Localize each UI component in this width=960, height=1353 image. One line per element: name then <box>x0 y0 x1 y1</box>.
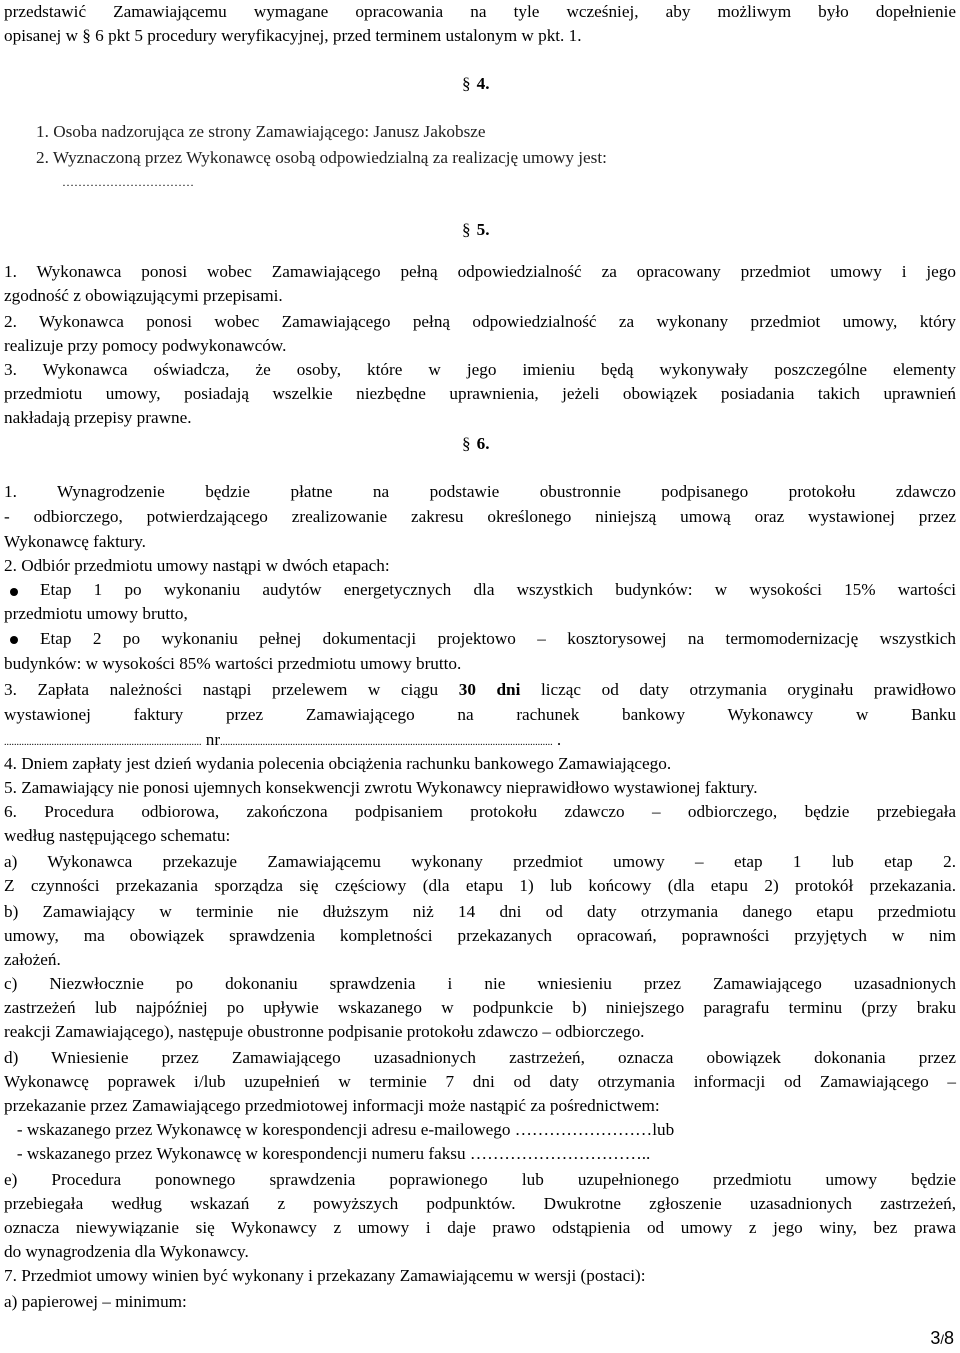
s6-p1-line-2: - odbiorczego, potwierdzającego zrealizowanie zakresu określonego niniejszą umową oraz wystawionej przez <box>4 507 956 526</box>
s6-p1-line-1: 1. Wynagrodzenie będzie płatne na podstawie obustronnie podpisanego protokołu zdawczo <box>4 482 956 501</box>
s6-p3-line-3: ............................................................................... nr..................................................................................................................................... . <box>4 730 562 749</box>
s6-e-line-4: do wynagrodzenia dla Wykonawcy. <box>4 1242 249 1261</box>
s6-p2: 2. Odbiór przedmiotu umowy nastąpi w dwóch etapach: <box>4 556 390 575</box>
s6-b-line-3: założeń. <box>4 950 61 969</box>
section-5-heading: § 5. <box>462 220 490 239</box>
s6-c-line-3: reakcji Zamawiającego), następuje obustronne podpisanie protokołu zdawczo – odbiorczego. <box>4 1022 645 1041</box>
bullet-dot <box>10 636 18 644</box>
s6-p3-line-1: 3. Zapłata należności nastąpi przelewem w ciągu 30 dni licząc od daty otrzymania oryginału prawidłowo <box>4 680 956 699</box>
s5-p1-line-1: 1. Wykonawca ponosi wobec Zamawiającego pełną odpowiedzialność za opracowany przedmiot umowy i jego <box>4 262 956 281</box>
s4-point-2: 2. Wyznaczoną przez Wykonawcę osobą odpowiedzialną za realizację umowy jest: <box>36 148 607 167</box>
s6-p1-line-3: Wykonawcę faktury. <box>4 532 146 551</box>
s5-p1-line-2: zgodność z obowiązującymi przepisami. <box>4 286 283 305</box>
payment-days: 30 dni <box>458 680 521 699</box>
bullet-dot <box>10 588 18 596</box>
section-4-heading: § 4. <box>462 74 490 93</box>
s6-d-line-2: Wykonawcę poprawek i/lub uzupełnień w terminie 7 dni od daty otrzymania informacji od Zamawiającego – <box>4 1072 956 1091</box>
s6-e-line-3: oznacza niewywiązanie się Wykonawcy z umowy i daje prawo odstąpienia od umowy z jego winy, bez prawa <box>4 1218 956 1237</box>
section-symbol: § <box>462 74 471 93</box>
s4-point-1: 1. Osoba nadzorująca ze strony Zamawiającego: Janusz Jakobsze <box>36 122 486 141</box>
s6-bullet-2-line-2: budynków: w wysokości 85% wartości przedmiotu umowy brutto. <box>4 654 462 673</box>
s6-d-line-1: d) Wniesienie przez Zamawiającego uzasadnionych zastrzeżeń, oznacza obowiązek dokonania przez <box>4 1048 956 1067</box>
section-6-heading: § 6. <box>462 434 490 453</box>
s6-a-line-2: Z czynności przekazania sporządza się częściowy (dla etapu 1) lub końcowy (dla etapu 2) protokół przekazania. <box>4 876 956 895</box>
s5-p3-line-1: 3. Wykonawca oświadcza, że osoby, które w jego imieniu będą wykonywały poszczególne elementy <box>4 360 956 379</box>
s6-p6-line-2: według następującego schematu: <box>4 826 231 845</box>
s5-p3-line-3: nakładają przepisy prawne. <box>4 408 192 427</box>
s6-p7-a: a) papierowej – minimum: <box>4 1292 187 1311</box>
s6-b-line-2: umowy, ma obowiązek sprawdzenia kompletności przekazanych opracowań, poprawności przyjętych w nim <box>4 926 956 945</box>
s6-bullet-1-line-2: przedmiotu umowy brutto, <box>4 604 188 623</box>
s5-p2-line-2: realizuje przy pomocy podwykonawców. <box>4 336 287 355</box>
s6-p6-line-1: 6. Procedura odbiorowa, zakończona podpisaniem protokołu zdawczo – odbiorczego, będzie przebiegała <box>4 802 956 821</box>
s4-point-2-dots: …………………………… <box>62 175 194 189</box>
s6-c-line-1: c) Niezwłocznie po dokonaniu sprawdzenia i nie wniesieniu przez Zamawiającego uzasadnionych <box>4 974 956 993</box>
intro-line-1: przedstawić Zamawiającemu wymagane opracowania na tyle wcześniej, aby możliwym było dopełnienie <box>4 2 956 21</box>
s6-e-line-2: przebiegała według wskazań z powyższych podpunktów. Dwukrotne zgłoszenie uzasadnionych zastrzeżeń, <box>4 1194 956 1213</box>
s5-p3-line-2: przedmiotu umowy, posiadają wszelkie niezbędne uprawnienia, jeżeli obowiązek posiadania takich uprawnień <box>4 384 956 403</box>
s6-p7: 7. Przedmiot umowy winien być wykonany i przekazany Zamawiającemu w wersji (postaci): <box>4 1266 646 1285</box>
s6-e-line-1: e) Procedura ponownego sprawdzenia poprawionego lub uzupełnionego przedmiotu umowy będzie <box>4 1170 956 1189</box>
intro-line-2: opisanej w § 6 pkt 5 procedury weryfikacyjnej, przed terminem ustalonym w pkt. 1. <box>4 26 582 45</box>
s6-bullet-2-line-1: Etap 2 po wykonaniu pełnej dokumentacji projektowo – kosztorysowej na termomodernizację wszystkich <box>40 629 956 648</box>
s6-d-line-3: przekazanie przez Zamawiającego przedmiotowej informacji może nastąpić za pośrednictwem: <box>4 1096 660 1115</box>
account-number-dots: ..................................................................................................................................... <box>220 737 553 748</box>
page-number: 3/8 <box>930 1328 954 1348</box>
s6-c-line-2: zastrzeżeń lub najpóźniej po upływie wskazanego w podpunkcie b) niniejszego paragrafu terminu (przy braku <box>4 998 956 1017</box>
s6-p4: 4. Dniem zapłaty jest dzień wydania polecenia obciążenia rachunku bankowego Zamawiającego. <box>4 754 672 773</box>
s6-p5: 5. Zamawiający nie ponosi ujemnych konsekwencji zwrotu Wykonawcy nieprawidłowo wystawionej faktury. <box>4 778 758 797</box>
bank-name-dots: ............................................................................... <box>4 737 202 748</box>
s5-p2-line-1: 2. Wykonawca ponosi wobec Zamawiającego pełną odpowiedzialność za wykonany przedmiot umowy, który <box>4 312 956 331</box>
s6-b-line-1: b) Zamawiający w terminie nie dłuższym niż 14 dni od daty otrzymania danego etapu przedmiotu <box>4 902 956 921</box>
s6-a-line-1: a) Wykonawca przekazuje Zamawiającemu wykonany przedmiot umowy – etap 1 lub etap 2. <box>4 852 956 871</box>
s6-p3-line-2: wystawionej faktury przez Zamawiającego na rachunek bankowy Wykonawcy w Banku <box>4 705 956 724</box>
s6-d-line-4: - wskazanego przez Wykonawcę w korespondencji adresu e-mailowego ……………………lub <box>4 1120 675 1139</box>
s6-d-line-5: - wskazanego przez Wykonawcę w korespondencji numeru faksu ………………………….. <box>4 1144 651 1163</box>
s6-bullet-1-line-1: Etap 1 po wykonaniu audytów energetycznych dla wszystkich budynków: w wysokości 15% wartości <box>40 580 956 599</box>
